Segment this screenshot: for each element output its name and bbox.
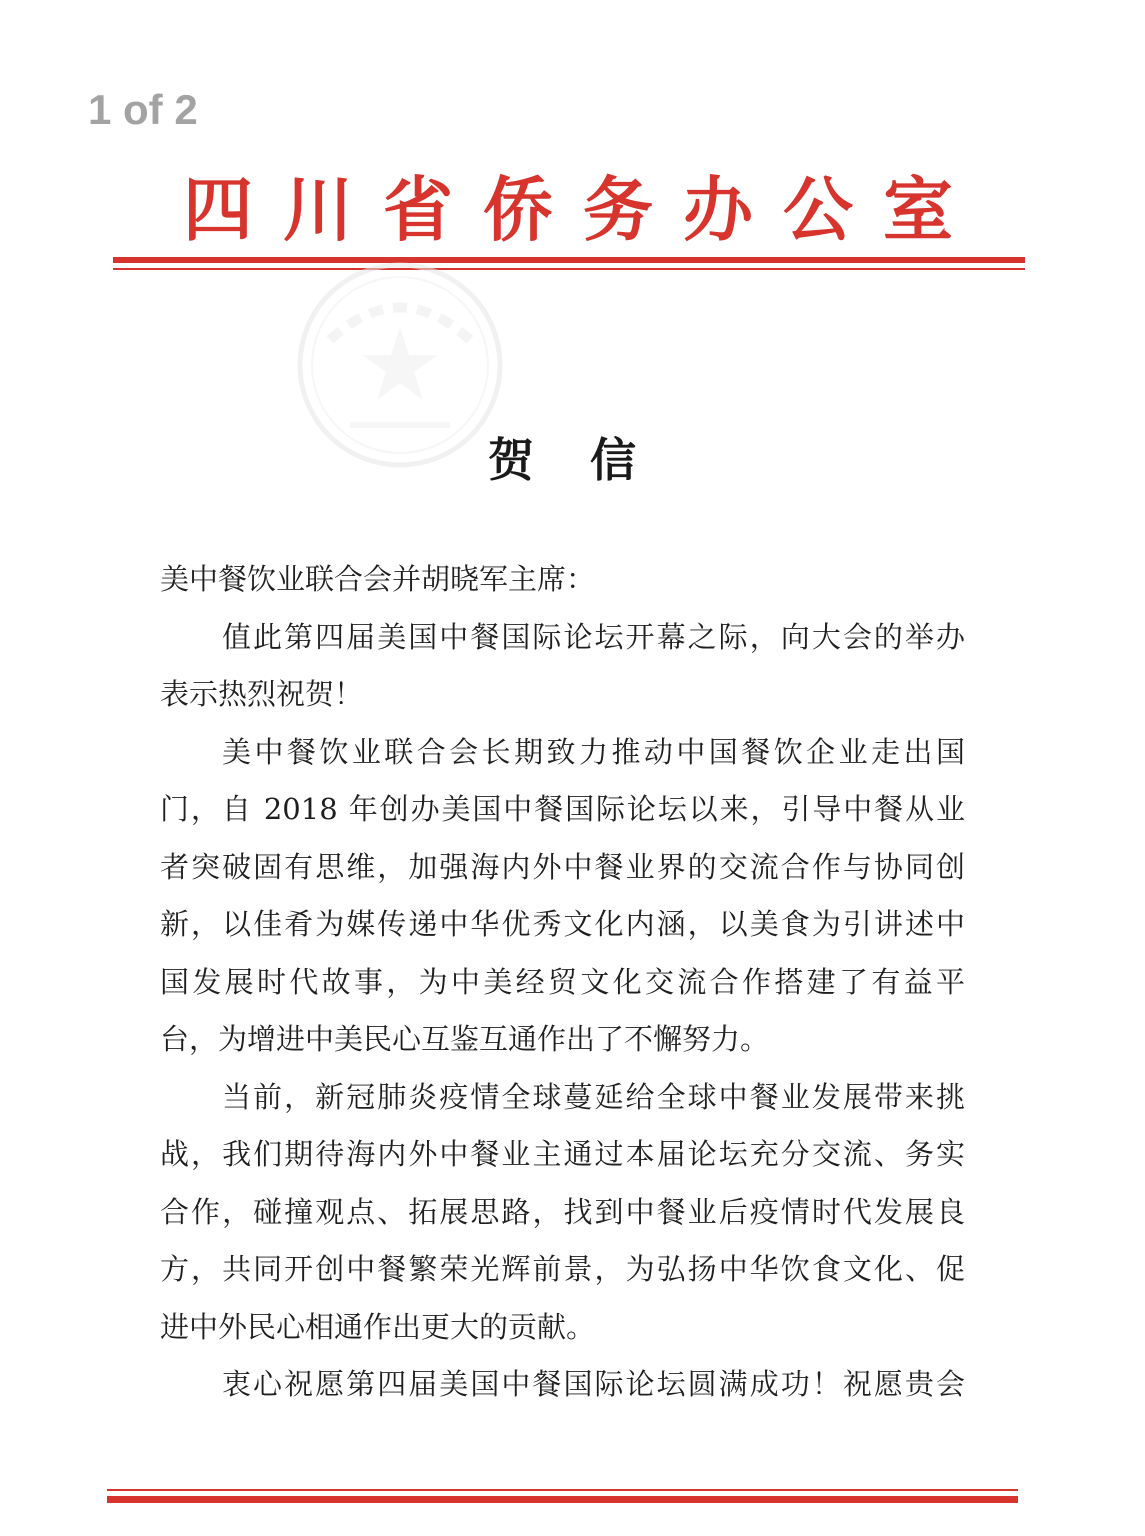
- footer-rule-thick: [107, 1496, 1018, 1503]
- seal-watermark-icon: [290, 255, 510, 475]
- footer-rule-thin: [107, 1489, 1018, 1491]
- letter-body: [160, 551, 965, 1414]
- paragraph-line: 衷心祝愿第四届美国中餐国际论坛圆满成功！祝愿贵会: [222, 1367, 965, 1401]
- paragraph-line: 进中外民心相通作出更大的贡献。: [160, 1309, 596, 1344]
- paragraph-line: 表示热烈祝贺！: [160, 677, 364, 711]
- paragraph-line: 方，共同开创中餐繁荣光辉前景，为弘扬中华饮食文化、促: [160, 1252, 965, 1286]
- page-indicator: 1 of 2: [88, 86, 198, 133]
- letterhead-rule-thick: [113, 257, 1025, 263]
- letterhead-rule-thin: [113, 268, 1025, 270]
- letterhead-title: 四川省侨务办公室: [183, 169, 953, 251]
- paragraph-line: 战，我们期待海内外中餐业主通过本届论坛充分交流、务实: [160, 1137, 965, 1171]
- paragraph-line: 当前，新冠肺炎疫情全球蔓延给全球中餐业发展带来挑: [222, 1079, 965, 1114]
- paragraph-line: 门，自 2018 年创办美国中餐国际论坛以来，引导中餐从业: [160, 792, 965, 826]
- salutation: 美中餐饮业联合会并胡晓军主席：: [160, 562, 596, 596]
- paragraph-line: 美中餐饮业联合会长期致力推动中国餐饮企业走出国: [222, 734, 965, 769]
- paragraph-line: 者突破固有思维，加强海内外中餐业界的交流合作与协同创: [160, 849, 965, 884]
- paragraph-line: 新，以佳肴为媒传递中华优秀文化内涵，以美食为引讲述中: [160, 907, 965, 941]
- paragraph-line: 值此第四届美国中餐国际论坛开幕之际，向大会的举办: [222, 619, 965, 654]
- paragraph-line: 合作，碰撞观点、拓展思路，找到中餐业后疫情时代发展良: [160, 1194, 965, 1229]
- letter-heading: 贺 信: [488, 433, 657, 487]
- paragraph-line: 国发展时代故事，为中美经贸文化交流合作搭建了有益平: [160, 964, 965, 999]
- paragraph-line: 台，为增进中美民心互鉴互通作出了不懈努力。: [160, 1022, 770, 1056]
